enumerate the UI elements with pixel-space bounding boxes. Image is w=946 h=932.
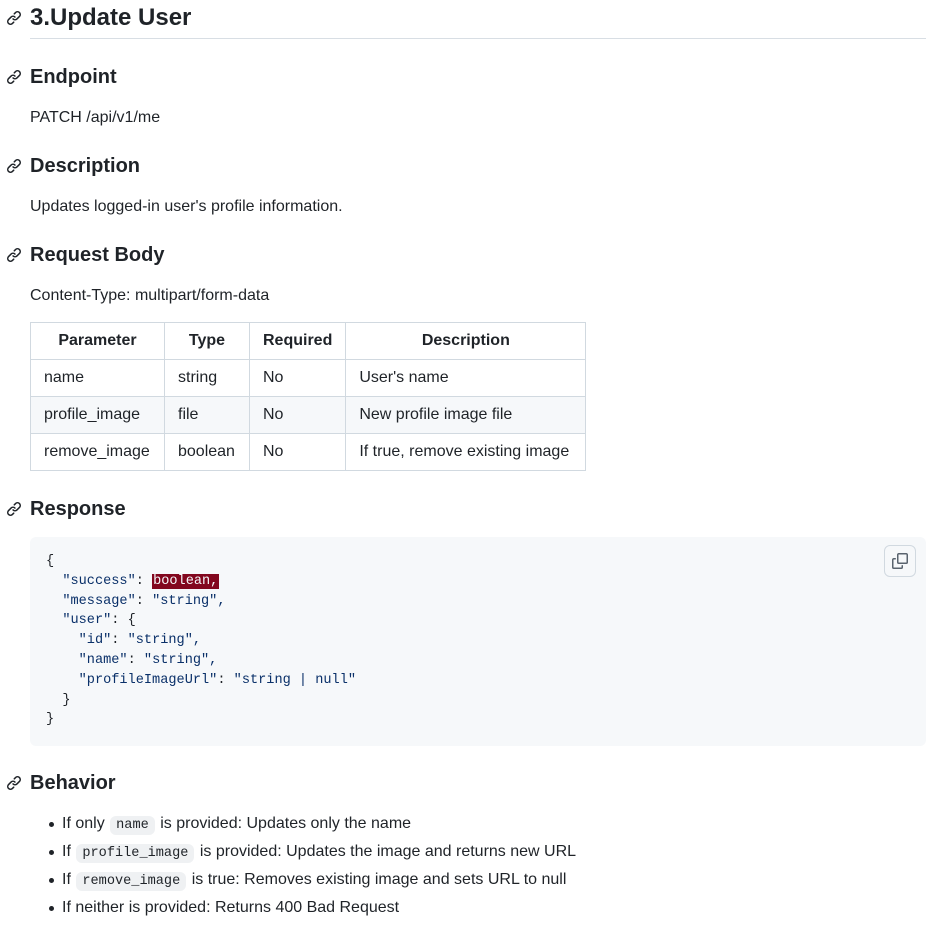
table-row (31, 434, 586, 471)
copy-button[interactable] (884, 545, 916, 577)
code-token: : { (111, 613, 136, 629)
list-item-text: If (62, 871, 76, 888)
code-key: "success" (62, 573, 136, 589)
column-header: Description (346, 323, 586, 360)
request-body-heading: Request Body (30, 244, 165, 266)
page-title: 3.Update User (30, 4, 192, 31)
code-key: "id" (78, 633, 112, 649)
column-header: Parameter (31, 323, 165, 360)
link-icon[interactable] (6, 247, 22, 263)
list-item-text: is true: Removes existing image and sets URL to null (187, 871, 567, 888)
code-string: "string", (127, 633, 202, 649)
table-cell: file (165, 397, 250, 434)
table-cell: string (165, 360, 250, 397)
code-token: { (46, 554, 55, 569)
code-key: "profileImageUrl" (78, 672, 218, 688)
code-error-token: boolean, (153, 573, 219, 589)
link-icon[interactable] (6, 501, 22, 517)
table-cell: No (250, 360, 346, 397)
list-item (62, 868, 576, 896)
code-token: } (62, 692, 71, 708)
column-header: Required (250, 323, 346, 360)
inline-code: profile_image (76, 844, 194, 863)
list-item (62, 840, 576, 868)
inline-code: name (110, 816, 155, 835)
table-cell: If true, remove existing image (346, 434, 586, 471)
column-header: Type (165, 323, 250, 360)
list-item-text: is provided: Updates the image and returns new URL (195, 843, 577, 860)
table-header-row (31, 323, 586, 360)
table-cell: boolean (165, 434, 250, 471)
table-cell: name (31, 360, 165, 397)
link-icon[interactable] (6, 69, 22, 85)
link-icon[interactable] (6, 158, 22, 174)
code-token: } (46, 712, 55, 728)
inline-code: remove_image (76, 872, 186, 891)
list-item-text: If (62, 843, 76, 860)
list-item-text: If neither is provided: Returns 400 Bad Request (62, 899, 400, 916)
description-text: Updates logged-in user's profile information. (30, 198, 343, 215)
table-cell: New profile image file (346, 397, 586, 434)
code-key: "name" (78, 652, 128, 668)
title-divider (30, 38, 926, 39)
code-content: { "success": boolean, "message": "string", "user": { "id": "string", "name": "string", "profileImageUrl": "string | null" } } (46, 554, 357, 728)
behavior-list (30, 812, 576, 924)
endpoint-heading: Endpoint (30, 66, 117, 88)
link-icon[interactable] (6, 775, 22, 791)
table-cell: No (250, 397, 346, 434)
copy-icon (892, 553, 908, 569)
code-key: "user" (62, 613, 112, 629)
code-string: "string", (143, 652, 218, 668)
description-heading: Description (30, 155, 141, 177)
list-item-text: is provided: Updates only the name (155, 815, 412, 832)
response-code-block (30, 537, 926, 746)
table-row (31, 397, 586, 434)
code-string: "string", (152, 593, 226, 609)
code-key: "message" (62, 593, 136, 609)
table-cell: User's name (346, 360, 586, 397)
list-item (62, 896, 576, 924)
code-string: "string | null" (233, 672, 357, 688)
content-type-text: Content-Type: multipart/form-data (30, 287, 270, 304)
table-cell: profile_image (31, 397, 165, 434)
response-heading: Response (30, 498, 126, 520)
table-row (31, 360, 586, 397)
link-icon[interactable] (6, 10, 22, 26)
list-item-text: If only (62, 815, 110, 832)
table-cell: remove_image (31, 434, 165, 471)
parameters-table (30, 322, 586, 471)
endpoint-text: PATCH /api/v1/me (30, 109, 161, 126)
list-item (62, 812, 576, 840)
table-cell: No (250, 434, 346, 471)
behavior-heading: Behavior (30, 772, 116, 794)
